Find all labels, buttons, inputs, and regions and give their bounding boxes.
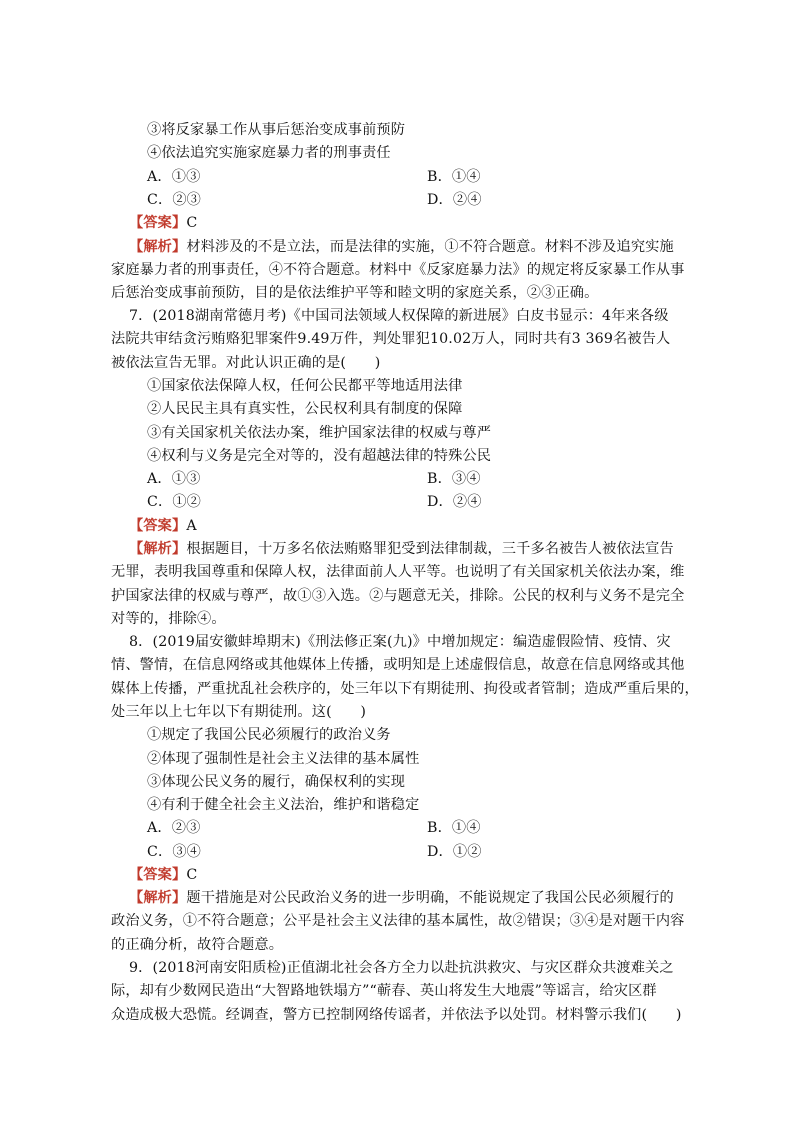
q9-stem-line-1: 9．(2018河南安阳质检)正值湖北社会各方全力以赴抗洪救灾、与灾区群众共渡难关之 [129,960,674,976]
q7-answer [129,515,197,538]
q8-option-2: ②体现了强制性是社会主义法律的基本属性 [147,751,420,767]
q8-stem-line-1: 8．(2019届安徽蚌埠期末)《刑法修正案(九)》中增加规定：编造虚假险情、疫情、灾 [129,634,671,650]
q7-stem-line-2: 法院共审结贪污贿赂犯罪案件9.49万件，判处罪犯10.02万人，同时共有3 369名被告人 [111,331,671,347]
q8-analysis-line-2: 政治义务，①不符合题意；公平是社会主义法律的基本属性，故②错误；③④是对题干内容 [111,913,685,929]
analysis-label: 【解析】 [129,541,187,557]
q7-option-1: ①国家依法保障人权，任何公民都平等地适用法律 [147,378,463,394]
answer-label: 【答案】 [129,518,187,534]
q8-answer [129,864,197,887]
q7-option-2: ②人民民主具有真实性，公民权利具有制度的保障 [147,401,463,417]
q8-stem-line-4: 处三年以上七年以下有期徒刑。这( ) [111,704,367,720]
q7-analysis-line-4: 对等的，排除④。 [111,611,226,627]
answer-value: C [186,215,198,231]
q6-analysis-line-1 [129,236,674,259]
q7-choice-c: C．①② [147,494,202,510]
answer-value: A [186,518,197,534]
answer-value: C [186,867,198,883]
q6-choice-c: C．②③ [147,192,202,208]
q8-analysis-line-3: 的正确分析，故符合题意。 [111,937,284,953]
q7-analysis-line-1 [129,538,674,561]
q9-stem-line-3: 众造成极大恐慌。经调查，警方已控制网络传谣者，并依法予以处罚。材料警示我们( ) [111,1007,682,1023]
q7-choice-b: B．③④ [427,471,481,487]
q6-choice-a: A．①③ [147,169,201,185]
q7-option-4: ④权利与义务是完全对等的，没有超越法律的特殊公民 [147,448,492,464]
answer-label: 【答案】 [129,867,187,883]
q8-stem-line-3: 媒体上传播，严重扰乱社会秩序的，处三年以下有期徒刑、拘役或者管制；造成严重后果的， [111,681,699,697]
analysis-text: 题干措施是对公民政治义务的进一步明确，不能说规定了我国公民必须履行的 [186,890,674,906]
q7-option-3: ③有关国家机关依法办案，维护国家法律的权威与尊严 [147,425,492,441]
q7-choice-d: D．②④ [427,494,482,510]
q7-analysis-line-3: 护国家法律的权威与尊严，故①③入选。②与题意无关，排除。公民的权利与义务不是完全 [111,588,685,604]
q8-option-3: ③体现公民义务的履行，确保权利的实现 [147,774,406,790]
q6-answer [129,212,197,235]
q6-choice-d: D．②④ [427,192,482,208]
analysis-label: 【解析】 [129,890,187,906]
analysis-text: 根据题目，十万多名依法贿赂罪犯受到法律制裁，三千多名被告人被依法宣告 [186,541,674,557]
answer-label: 【答案】 [129,215,187,231]
q6-option-3: ③将反家暴工作从事后惩治变成事前预防 [147,122,406,138]
q7-analysis-line-2: 无罪，表明我国尊重和保障人权，法律面前人人平等。也说明了有关国家机关依法办案，维 [111,564,685,580]
q9-stem-line-2: 际，却有少数网民造出“大智路地铁塌方”“蕲春、英山将发生大地震”等谣言，给灾区群 [111,983,657,999]
q6-choice-b: B．①④ [427,169,481,185]
q8-choice-d: D．①② [427,844,482,860]
q8-option-4: ④有利于健全社会主义法治，维护和谐稳定 [147,797,420,813]
q7-stem-line-1: 7．(2018湖南常德月考)《中国司法领域人权保障的新进展》白皮书显示：4年来各级 [129,308,669,324]
q6-analysis-line-2: 家庭暴力者的刑事责任，④不符合题意。材料中《反家庭暴力法》的规定将反家暴工作从事 [111,262,685,278]
analysis-label: 【解析】 [129,239,187,255]
q6-analysis-line-3: 后惩治变成事前预防，目的是依法维护平等和睦文明的家庭关系，②③正确。 [111,285,599,301]
q8-choice-a: A．②③ [147,820,201,836]
analysis-text: 材料涉及的不是立法，而是法律的实施，①不符合题意。材料不涉及追究实施 [186,239,674,255]
q8-analysis-line-1 [129,887,674,910]
q8-choice-b: B．①④ [427,820,481,836]
q7-choice-a: A．①③ [147,471,201,487]
q8-option-1: ①规定了我国公民必须履行的政治义务 [147,727,391,743]
q8-stem-line-2: 情、警情，在信息网络或其他媒体上传播，或明知是上述虚假信息，故意在信息网络或其他 [111,657,685,673]
q8-choice-c: C．③④ [147,844,202,860]
q6-option-4: ④依法追究实施家庭暴力者的刑事责任 [147,145,391,161]
q7-stem-line-3: 被依法宣告无罪。对此认识正确的是( ) [111,355,381,371]
